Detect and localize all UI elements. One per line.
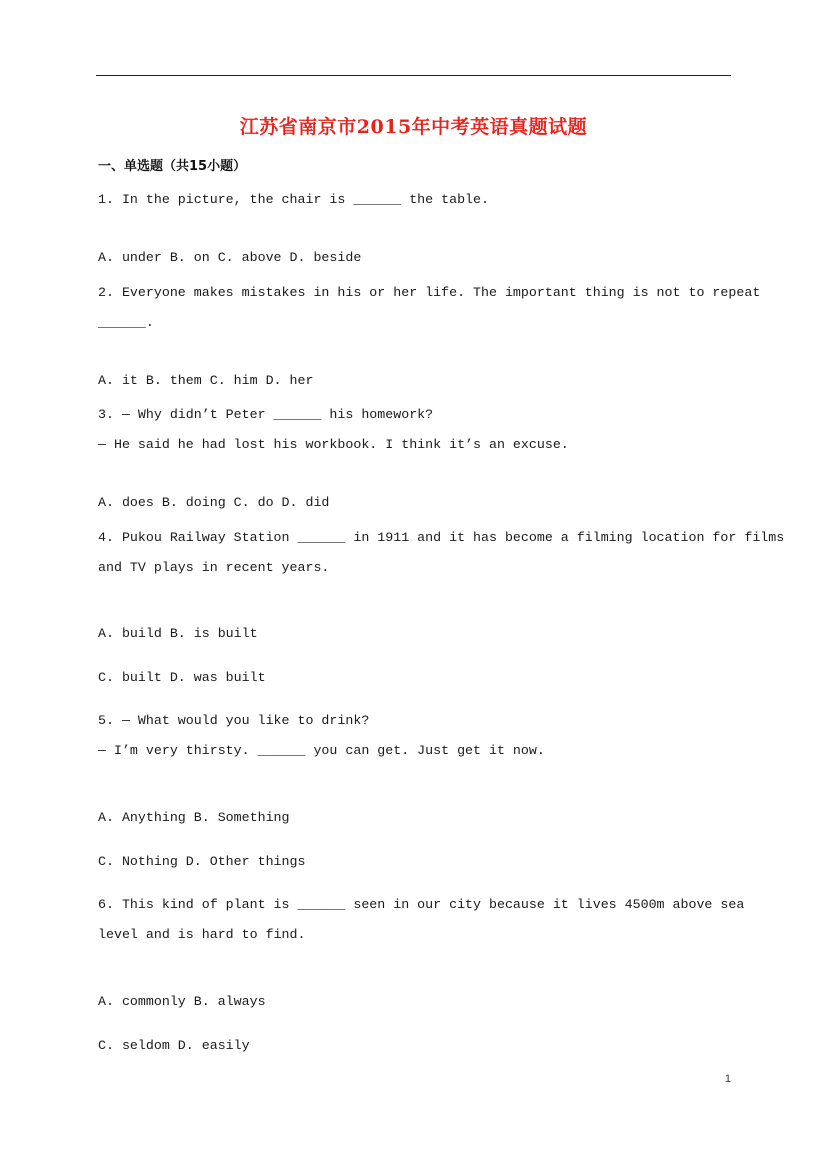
question-2-stem: 2. Everyone makes mistakes in his or her life. The important thing is not to repeat [98,285,761,300]
question-5-options-ab: A. Anything B. Something [98,810,290,825]
question-5-options-cd: C. Nothing D. Other things [98,854,306,869]
question-6-options-cd: C. seldom D. easily [98,1038,250,1053]
page-number: 1 [724,1073,731,1085]
question-2-stem-cont: ______. [98,315,154,330]
question-6-options-ab: A. commonly B. always [98,994,266,1009]
question-5-stem: 5. — What would you like to drink? [98,713,370,728]
question-1-options: A. under B. on C. above D. beside [98,250,362,265]
question-4-options-ab: A. build B. is built [98,626,258,641]
question-3-options: A. does B. doing C. do D. did [98,495,330,510]
question-6-stem: 6. This kind of plant is ______ seen in our city because it lives 4500m above sea [98,897,745,912]
question-5-stem-cont: — I’m very thirsty. ______ you can get. Just get it now. [98,743,545,758]
question-1-stem: 1. In the picture, the chair is ______ the table. [98,192,489,207]
question-4-stem: 4. Pukou Railway Station ______ in 1911 and it has become a filming location for films [98,530,785,545]
page-title: 江苏省南京市2015年中考英语真题试题 [239,116,588,138]
section-heading: 一、单选题（共15小题） [98,159,247,174]
question-3-stem: 3. — Why didn’t Peter ______ his homework? [98,407,434,422]
question-3-stem-cont: — He said he had lost his workbook. I think it’s an excuse. [98,437,569,452]
question-6-stem-cont: level and is hard to find. [98,927,306,942]
header-rule [96,75,731,76]
question-4-options-cd: C. built D. was built [98,670,266,685]
question-2-options: A. it B. them C. him D. her [98,373,314,388]
question-4-stem-cont: and TV plays in recent years. [98,560,330,575]
